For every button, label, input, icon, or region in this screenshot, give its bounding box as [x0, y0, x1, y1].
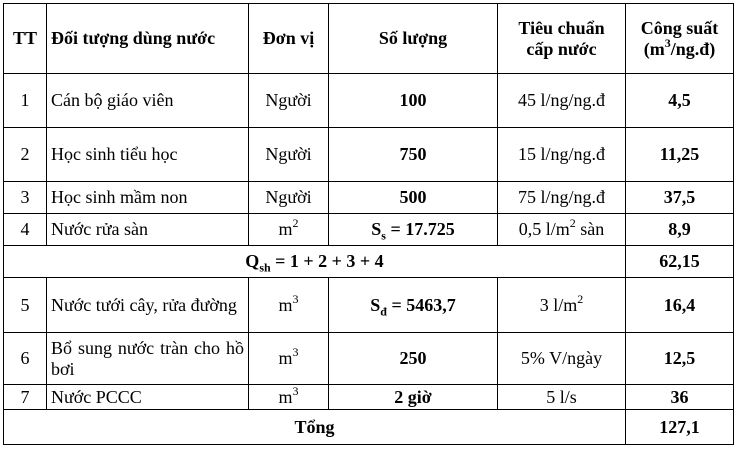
cell-standard: 75 l/ng/ng.đ: [498, 182, 626, 214]
quantity-base: S: [371, 219, 382, 239]
cell-quantity: 500: [329, 182, 498, 214]
cell-capacity: 12,5: [626, 333, 734, 385]
cell-subject: Nước PCCC: [47, 385, 249, 410]
cell-tt: 2: [4, 128, 47, 182]
subtotal-row: [4, 246, 734, 278]
header-capacity-line2-post: /ng.đ): [670, 38, 716, 59]
cell-unit: [249, 278, 329, 333]
cell-capacity: 37,5: [626, 182, 734, 214]
header-capacity-line1: Công suất: [640, 17, 719, 38]
standard-sup: 2: [577, 291, 584, 306]
cell-tt: 5: [4, 278, 47, 333]
unit-sup: 3: [292, 291, 299, 306]
subtotal-label-sub: sh: [259, 260, 271, 275]
header-quantity: Số lượng: [329, 4, 498, 74]
header-standard: [498, 4, 626, 74]
cell-unit: Người: [249, 182, 329, 214]
cell-subject: Cán bộ giáo viên: [47, 74, 249, 128]
water-demand-table: [3, 3, 734, 445]
cell-tt: 4: [4, 214, 47, 246]
total-row: [4, 410, 734, 445]
subtotal-label-rest: = 1 + 2 + 3 + 4: [270, 251, 384, 271]
quantity-sub: đ: [380, 304, 387, 319]
cell-quantity: 250: [329, 333, 498, 385]
header-tt: TT: [4, 4, 47, 74]
standard-pre: 3 l/m: [539, 294, 578, 315]
unit-base: m: [278, 294, 293, 315]
unit-base: m: [278, 348, 293, 368]
header-capacity: [626, 4, 734, 74]
cell-capacity: 11,25: [626, 128, 734, 182]
table-row: [4, 333, 734, 385]
total-label: Tổng: [4, 410, 626, 445]
cell-subject: Bổ sung nước tràn cho hồ bơi: [47, 333, 249, 385]
cell-quantity: [329, 214, 498, 246]
cell-subject: Học sinh mầm non: [47, 182, 249, 214]
standard-post: sàn: [575, 219, 605, 239]
cell-tt: 7: [4, 385, 47, 410]
quantity-sub: s: [381, 228, 386, 243]
standard-pre: 0,5 l/m: [518, 219, 570, 239]
header-standard-line1: Tiêu chuẩn: [518, 17, 605, 38]
cell-quantity: 2 giờ: [329, 385, 498, 410]
cell-standard: 15 l/ng/ng.đ: [498, 128, 626, 182]
standard-sup: 2: [569, 216, 576, 230]
table-row: [4, 278, 734, 333]
cell-tt: 1: [4, 74, 47, 128]
cell-unit: [249, 333, 329, 385]
cell-subject: Học sinh tiểu học: [47, 128, 249, 182]
cell-subject: Nước rửa sàn: [47, 214, 249, 246]
cell-capacity: 8,9: [626, 214, 734, 246]
cell-tt: 3: [4, 182, 47, 214]
unit-sup: 3: [292, 384, 299, 398]
unit-sup: 3: [292, 345, 299, 359]
cell-standard: 45 l/ng/ng.đ: [498, 74, 626, 128]
cell-subject: Nước tưới cây, rửa đường: [47, 278, 249, 333]
quantity-base: S: [370, 294, 381, 315]
unit-base: m: [278, 386, 293, 407]
header-capacity-line2-pre: (m: [643, 38, 665, 59]
cell-quantity: 100: [329, 74, 498, 128]
header-capacity-sup: 3: [664, 35, 671, 50]
cell-unit: Người: [249, 128, 329, 182]
header-row: [4, 4, 734, 74]
cell-standard: 5% V/ngày: [498, 333, 626, 385]
cell-quantity: 750: [329, 128, 498, 182]
cell-unit: [249, 214, 329, 246]
header-unit: Đơn vị: [249, 4, 329, 74]
table-row: [4, 74, 734, 128]
cell-unit: [249, 385, 329, 410]
quantity-rest: = 5463,7: [386, 294, 456, 315]
cell-standard: [498, 278, 626, 333]
cell-tt: 6: [4, 333, 47, 385]
subtotal-value: 62,15: [626, 246, 734, 278]
subtotal-label-base: Q: [245, 251, 260, 271]
cell-standard: [498, 214, 626, 246]
cell-capacity: 16,4: [626, 278, 734, 333]
table-row: [4, 128, 734, 182]
unit-sup: 2: [292, 216, 299, 230]
cell-capacity: 4,5: [626, 74, 734, 128]
cell-standard: 5 l/s: [498, 385, 626, 410]
cell-unit: Người: [249, 74, 329, 128]
quantity-rest: = 17.725: [385, 219, 455, 239]
header-standard-line2: cấp nước: [526, 38, 597, 59]
header-subject: Đối tượng dùng nước: [47, 4, 249, 74]
table-row: [4, 385, 734, 410]
table-row: [4, 182, 734, 214]
unit-base: m: [278, 219, 293, 239]
cell-quantity: [329, 278, 498, 333]
table-row: [4, 214, 734, 246]
cell-capacity: 36: [626, 385, 734, 410]
subtotal-label: [4, 246, 626, 278]
total-value: 127,1: [626, 410, 734, 445]
